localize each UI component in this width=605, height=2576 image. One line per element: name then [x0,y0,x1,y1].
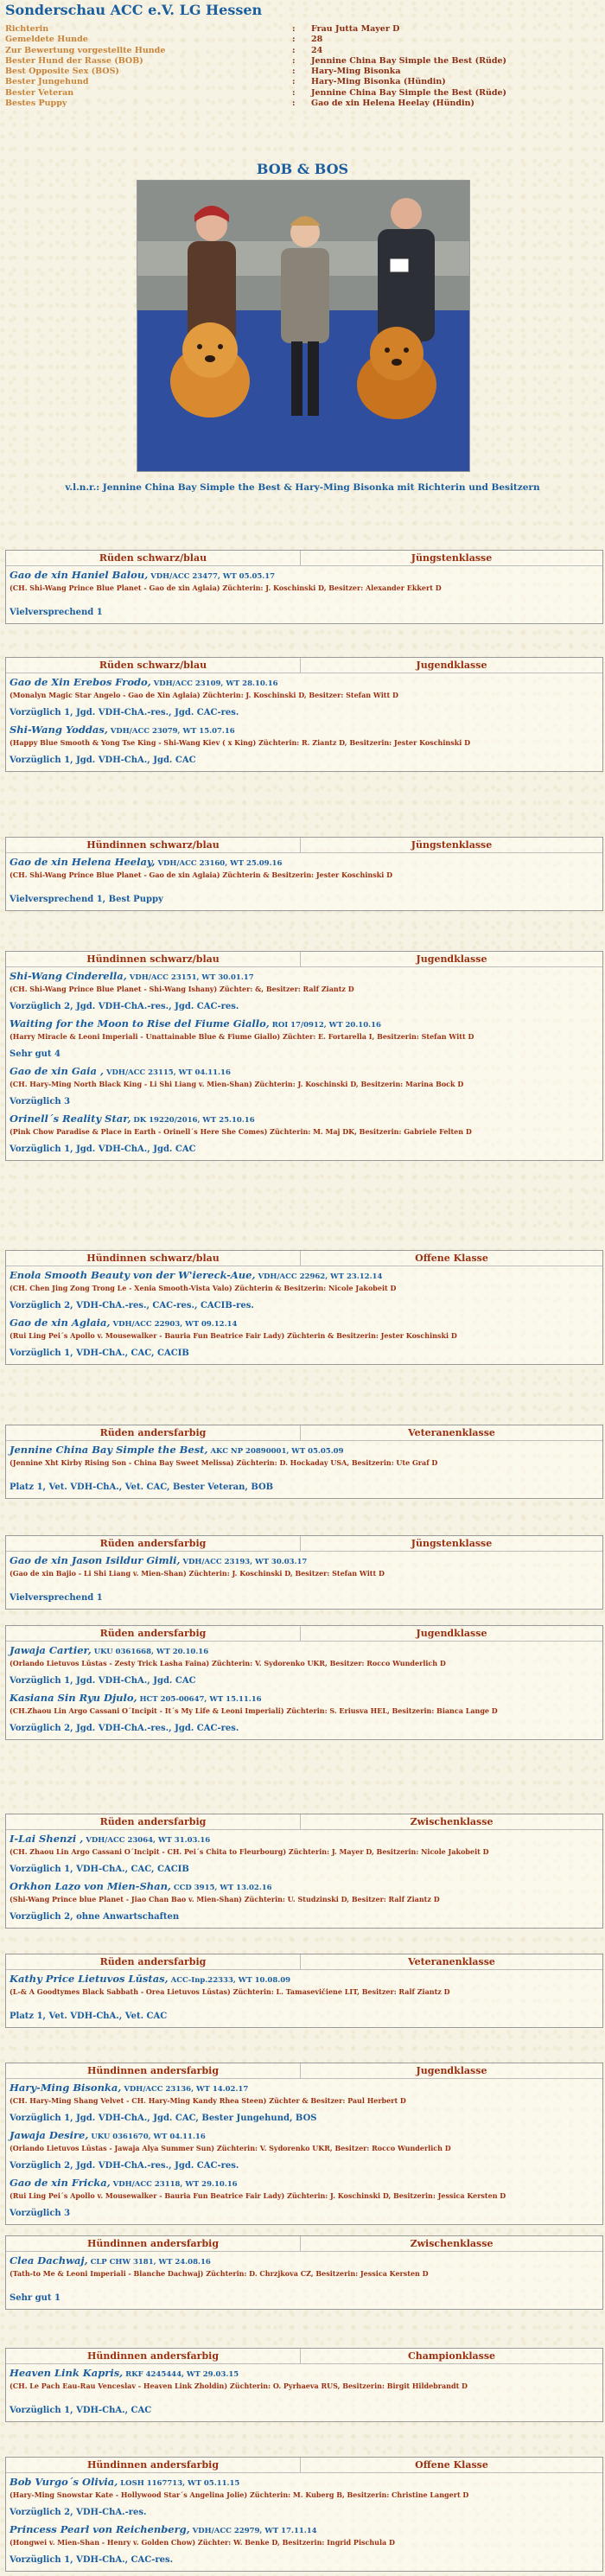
dog-pedigree: (Hongwei v. Mien-Shan - Henry v. Golden Chow) Züchter: W. Benke D, Besitzerin: Ingrid Pischula D [10,2538,395,2547]
dog-name [10,2254,599,2269]
dog-pedigree: (Tath-to Me & Leoni Imperiali - Blanche Dachwaj) Züchterin: D. Chrzjkova CZ, Besitzerin: Jessica Kersten D [10,2269,429,2278]
dog-pedigree: (Harry Miracle & Leoni Imperiali - Unattainable Blue & Fiume Giallo) Züchter: E. Fortarella I, Besitzerin: Stefan Witt D [10,1032,474,1041]
section-category: Hündinnen andersfarbig [6,2063,301,2078]
section-header [6,2349,602,2364]
dog-registration: VDH/ACC 23151, WT 30.01.17 [126,973,254,982]
dog-entry [6,1444,602,1493]
dog-name [10,1973,599,1987]
result-section [5,657,603,772]
section-header [6,551,602,566]
dog-name [10,569,599,583]
result-section [5,837,603,911]
dog-entry [6,2523,602,2566]
dog-pedigree: (CH.Zhaou Lin Argo Cassani O´Incipit - It´s My Life & Leoni Imperiali) Züchterin: S. Eriusva HEL, Besitzerin: Bianca Lange D [10,1706,498,1715]
dog-name-text: Gao de xin Helena Heelay, [10,856,156,868]
summary-row [5,56,558,67]
dog-result: Vorzüglich 3 [10,2209,71,2218]
dog-name-text: Orinell´s Reality Star, [10,1113,131,1125]
dog-name-text: Orkhon Lazo von Mien-Shan, [10,1880,171,1892]
dog-entry [6,2476,602,2518]
dog-name-text: Enola Smooth Beauty von der W'iereck-Aue, [10,1269,256,1281]
dog-result: Vorzüglich 1, VDH-ChA., CAC, CACIB [10,1865,189,1874]
page-title: Sonderschau ACC e.V. LG Hessen [5,2,263,18]
dog-pedigree: (CH. Shi-Wang Prince Blue Planet - Shi-Wang Ishany) Züchter: &, Besitzer: Ralf Ziantz D [10,985,354,993]
photo-person-right-head [391,198,422,229]
photo-chow-left-eye [197,344,202,349]
summary-colon: : [292,45,296,55]
winners-photo [137,180,470,472]
dog-result: Vorzüglich 1, Jgd. VDH-ChA., Jgd. CAC, Bester Jungehund, BOS [10,2114,317,2123]
dog-pedigree: (CH. Chen Jing Zong Trong Le - Xenia Smooth-Vista Valo) Züchterin & Besitzerin: Nicole Jakobeit D [10,1284,397,1292]
dog-registration: VDH/ACC 23079, WT 15.07.16 [107,727,235,736]
result-section [5,1425,603,1499]
dog-registration: CCD 3915, WT 13.02.16 [170,1884,272,1892]
dog-name-text: Jawaja Cartier, [10,1644,92,1656]
summary-row [5,46,558,56]
dog-name-text: Gao de xin Fricka, [10,2177,111,2189]
dog-registration: DK 19220/2016, WT 25.10.16 [131,1116,255,1125]
dog-name-text: Waiting for the Moon to Rise del Fiume Giallo, [10,1017,270,1030]
dog-name-text: Gao de xin Aglaia, [10,1317,111,1329]
dog-entry [6,1554,602,1604]
summary-row [5,77,558,87]
summary-row [5,88,558,99]
dog-entry [6,2082,602,2124]
section-class: Zwischenklasse [410,2238,494,2249]
summary-colon: : [292,55,296,66]
section-category: Rüden andersfarbig [6,1814,301,1829]
photo-chow-right-head [370,327,424,380]
dog-result: Vorzüglich 1, Jgd. VDH-ChA., Jgd. CAC [10,756,196,765]
summary-label: Bester Jungehund [5,77,89,87]
dog-registration: VDH/ACC 23064, WT 31.03.16 [83,1836,211,1845]
dog-pedigree: (CH. Hary-Ming North Black King - Li Shi Liang v. Mien-Shan) Züchterin: J. Koschinski D, Besitzerin: Marina Bock D [10,1080,464,1088]
dog-entry [6,856,602,905]
photo-person-middle [281,248,329,343]
dog-name-text: I-Lai Shenzi , [10,1833,84,1845]
dog-name [10,1444,599,1458]
dog-result: Vorzüglich 2, VDH-ChA.-res., CAC-res., CACIB-res. [10,1301,254,1310]
section-class: Jugendklasse [416,2065,487,2076]
dog-registration: VDH/ACC 23118, WT 29.10.16 [110,2180,238,2189]
dog-pedigree: (Pink Chow Paradise & Place in Earth - Orinell´s Here She Comes) Züchterin: M. Maj DK, Besitzerin: Gabriele Felten D [10,1127,472,1136]
dog-name [10,1833,599,1847]
dog-pedigree: (CH. Hary-Ming Shang Velvet - CH. Hary-Ming Kandy Rhea Steen) Züchter & Besitzer: Paul Herbert D [10,2096,406,2105]
dog-name [10,970,599,985]
section-category: Hündinnen andersfarbig [6,2458,301,2472]
section-class: Jüngstenklasse [411,552,493,564]
summary-value: 24 [311,45,323,55]
section-category: Rüden andersfarbig [6,1425,301,1440]
dog-name-text: Gao de xin Haniel Balou, [10,569,149,581]
dog-entry [6,1692,602,1734]
dog-name [10,1269,599,1284]
dog-registration: VDH/ACC 22962, WT 23.12.14 [255,1272,383,1281]
dog-pedigree: (Shi-Wang Prince blue Planet - Jiao Chan Bao v. Mien-Shan) Züchterin: U. Studzinski D, Besitzer: Ralf Ziantz D [10,1895,440,1903]
dog-name-text: Kasiana Sin Ryu Djulo, [10,1692,137,1704]
result-section [5,2348,603,2422]
dog-pedigree: (Orlando Lietuvos Lūstas - Zesty Trick Lasha Faina) Züchterin: V. Sydorenko UKR, Besitzer: Rocco Wunderlich D [10,1659,446,1667]
dog-result: Vielversprechend 1, Best Puppy [10,895,163,904]
dog-name [10,1065,599,1080]
dog-name [10,2367,599,2382]
summary-label: Bestes Puppy [5,99,67,109]
dog-entry [6,1973,602,2022]
section-header [6,1536,602,1552]
summary-label: Richterin [5,24,49,34]
dog-name [10,1113,599,1127]
dog-name-text: Shi-Wang Cinderella, [10,970,127,982]
section-class: Jugendklasse [416,1628,487,1639]
dog-name [10,1692,599,1706]
dog-name-text: Princess Pearl von Reichenberg, [10,2523,190,2535]
summary-label: Zur Bewertung vorgestellte Hunde [5,45,166,55]
dog-name [10,724,599,738]
section-category: Hündinnen andersfarbig [6,2349,301,2363]
photo-caption: v.l.n.r.: Jennine China Bay Simple the Best & Hary-Ming Bisonka mit Richterin und Besitzern [65,482,540,493]
dog-name-text: Hary-Ming Bisonka, [10,2082,122,2094]
photo-number-card [390,258,409,272]
dog-result: Vorzüglich 1, VDH-ChA., CAC, CACIB [10,1349,189,1358]
dog-entry [6,1644,602,1687]
section-class: Jüngstenklasse [411,839,493,851]
section-category: Hündinnen schwarz/blau [6,952,301,966]
section-header [6,838,602,853]
result-section [5,2063,603,2225]
dog-result: Vorzüglich 3 [10,1097,71,1106]
dog-result: Vorzüglich 2, VDH-ChA.-res. [10,2508,147,2517]
dog-pedigree: (Rui Ling Pei´s Apollo v. Mousewalker - Bauria Fun Beatrice Fair Lady) Züchterin & Besitzerin: Jester Koschinski D [10,1331,457,1340]
summary-row [5,99,558,109]
dog-entry [6,676,602,718]
dog-result: Vorzüglich 2, Jgd. VDH-ChA.-res., Jgd. CAC-res. [10,2161,239,2171]
summary-colon: : [292,99,296,109]
dog-entry [6,2177,602,2219]
dog-registration: LOSH 1167713, WT 05.11.15 [118,2479,240,2488]
section-class: Offene Klasse [415,1253,488,1264]
dog-name [10,2082,599,2096]
photo-person-middle-leg [308,341,319,416]
dog-pedigree: (Hary-Ming Snowstar Kate - Hollywood Star´s Angelina Jolie) Züchterin: M. Kuberg B, Besitzerin: Christine Langert D [10,2490,469,2499]
dog-pedigree: (Gao de xin Bajio - Li Shi Liang v. Mien-Shan) Züchterin: J. Koschinski D, Besitzer: Stefan Witt D [10,1569,385,1578]
section-header [6,2063,602,2079]
dog-name [10,1554,599,1569]
section-category: Rüden schwarz/blau [6,658,301,673]
dog-entry [6,970,602,1012]
dog-result: Vorzüglich 1, Jgd. VDH-ChA.-res., Jgd. CAC-res. [10,708,239,717]
dog-name [10,676,599,691]
dog-name-text: Jawaja Desire, [10,2129,89,2141]
section-header [6,1251,602,1266]
dog-result: Sehr gut 4 [10,1049,60,1059]
dog-entry [6,1833,602,1875]
dog-registration: VDH/ACC 23115, WT 04.11.16 [104,1068,231,1077]
summary-row [5,24,558,35]
dog-name [10,1317,599,1331]
dog-name-text: Gao de xin Gaia , [10,1065,104,1077]
bob-bos-heading: BOB & BOS [256,161,349,177]
dog-registration: ROI 17/0912, WT 20.10.16 [269,1021,381,1030]
dog-registration: CLP CHW 3181, WT 24.08.16 [87,2258,211,2267]
dog-entry [6,1880,602,1922]
dog-registration: ACC-Inp.22333, WT 10.08.09 [168,1976,291,1985]
dog-entry [6,1269,602,1311]
dog-name [10,2177,599,2191]
section-category: Rüden schwarz/blau [6,551,301,565]
dog-result: Vorzüglich 1, Jgd. VDH-ChA., Jgd. CAC [10,1676,196,1686]
dog-result: Platz 1, Vet. VDH-ChA., Vet. CAC [10,2012,168,2021]
dog-pedigree: (Happy Blue Smooth & Yong Tse King - Shi-Wang Kiev ( x King) Züchterin: R. Ziantz D, Besitzerin: Jester Koschinski D [10,738,471,747]
dog-name [10,2523,599,2538]
dog-name-text: Gao de Xin Erebos Frodo, [10,676,151,688]
summary-value: Jennine China Bay Simple the Best (Rüde) [311,55,507,66]
section-header [6,1626,602,1642]
result-section [5,2457,603,2572]
dog-pedigree: (CH. Shi-Wang Prince Blue Planet - Gao de xin Aglaia) Züchterin & Besitzerin: Jester Koschinski D [10,870,393,879]
result-section [5,1625,603,1740]
dog-name [10,856,599,870]
dog-name [10,2129,599,2144]
dog-result: Vorzüglich 2, Jgd. VDH-ChA.-res., Jgd. CAC-res. [10,1002,239,1011]
dog-registration: VDH/ACC 22903, WT 09.12.14 [110,1320,238,1329]
summary-colon: : [292,87,296,98]
dog-registration: VDH/ACC 23193, WT 30.03.17 [180,1558,308,1566]
dog-registration: VDH/ACC 23136, WT 14.02.17 [121,2085,249,2094]
result-section [5,2235,603,2310]
dog-entry [6,1113,602,1155]
result-section [5,951,603,1161]
section-header [6,1814,602,1830]
dog-name-text: Kathy Price Lietuvos Lūstas, [10,1973,169,1985]
result-section [5,550,603,624]
dog-registration: VDH/ACC 23160, WT 25.09.16 [155,859,283,868]
dog-pedigree: (Jennine Xht Kirby Rising Son - China Bay Sweet Melissa) Züchterin: D. Hockaday USA, Besitzerin: Ute Graf D [10,1458,438,1467]
summary-colon: : [292,77,296,87]
dog-result: Sehr gut 1 [10,2293,60,2303]
dog-result: Vielversprechend 1 [10,608,103,617]
winners-photo-drawing [137,181,469,471]
dog-name-text: Gao de xin Jason Isildur Gimli, [10,1554,181,1566]
section-class: Zwischenklasse [410,1816,494,1827]
section-header [6,1954,602,1970]
dog-name-text: Bob Vurgo´s Olivia, [10,2476,118,2488]
summary-label: Gemeldete Hunde [5,35,88,45]
dog-result: Vorzüglich 1, Jgd. VDH-ChA., Jgd. CAC [10,1145,196,1154]
dog-entry [6,1317,602,1359]
summary-value: Jennine China Bay Simple the Best (Rüde) [311,87,507,98]
summary-colon: : [292,67,296,77]
photo-person-middle-leg [291,341,302,416]
dog-registration: VDH/ACC 23477, WT 05.05.17 [148,572,276,581]
dog-name [10,1880,599,1895]
dog-registration: HCT 205-00647, WT 15.11.16 [137,1695,262,1704]
dog-registration: AKC NP 20890001, WT 05.05.09 [207,1447,344,1456]
dog-result: Vorzüglich 1, VDH-ChA., CAC [10,2406,152,2415]
dog-result: Vielversprechend 1 [10,1593,103,1603]
section-category: Rüden andersfarbig [6,1536,301,1551]
dog-entry [6,1017,602,1060]
section-category: Rüden andersfarbig [6,1626,301,1641]
dog-name [10,1017,599,1032]
section-class: Jugendklasse [416,953,487,965]
photo-chow-right-eye [385,348,390,353]
section-class: Jüngstenklasse [411,1538,493,1549]
summary-label: Best Opposite Sex (BOS) [5,67,119,77]
dog-result: Vorzüglich 2, ohne Anwartschaften [10,1912,180,1922]
summary-colon: : [292,35,296,45]
dog-pedigree: (CH. Shi-Wang Prince Blue Planet - Gao de xin Aglaia) Züchterin: J. Koschinski D, Besitzer: Alexander Ekkert D [10,583,442,592]
dog-pedigree: (L-& A Goodtymes Black Sabbath - Orea Lietuvos Lūstas) Züchterin: L. Tamasevičiene LIT, Besitzer: Ralf Ziantz D [10,1987,450,1996]
section-category: Hündinnen schwarz/blau [6,838,301,852]
photo-chow-left-nose [205,355,215,362]
photo-chow-left-head [182,322,238,378]
dog-registration: UKU 0361670, WT 04.11.16 [88,2133,206,2141]
dog-pedigree: (Monalyn Magic Star Angelo - Gao de Xin Aglaia) Züchterin: J. Koschinski D, Besitzer: Stefan Witt D [10,691,398,699]
dog-entry [6,2129,602,2171]
photo-chow-right-nose [392,359,402,366]
summary-value: Frau Jutta Mayer D [311,24,400,34]
summary-row [5,67,558,77]
section-class: Veteranenklasse [408,1956,495,1967]
dog-pedigree: (Rui Ling Pei´s Apollo v. Mousewalker - Bauria Fun Beatrice Fair Lady) Züchterin: J. Koschinski D, Besitzerin: Jessica Kersten D [10,2191,506,2200]
section-header [6,1425,602,1441]
result-section [5,1814,603,1929]
section-category: Hündinnen schwarz/blau [6,1251,301,1266]
photo-person-right [378,229,435,341]
summary-row [5,35,558,45]
dog-pedigree: (Orlando Lietuvos Lūstas - Jawaja Alya Summer Sun) Züchterin: V. Sydorenko UKR, Besitzer: Rocco Wunderlich D [10,2144,451,2152]
result-section [5,1535,603,1610]
dog-registration: VDH/ACC 22979, WT 17.11.14 [189,2527,317,2535]
photo-chow-right-eye [404,348,409,353]
dog-name-text: Jennine China Bay Simple the Best, [10,1444,208,1456]
dog-entry [6,1065,602,1107]
summary-value: Hary-Ming Bisonka (Hündin) [311,77,446,87]
section-class: Offene Klasse [415,2459,488,2471]
dog-registration: VDH/ACC 23109, WT 28.10.16 [150,679,278,688]
dog-pedigree: (CH. Zhaou Lin Argo Cassani O´Incipit - CH. Pei´s Chita to Fleurbourg) Züchterin: J. Mayer D, Besitzerin: Nicole Jakobeit D [10,1847,489,1856]
dog-entry [6,724,602,766]
summary-label: Bester Veteran [5,87,74,98]
photo-chow-left-eye [218,344,223,349]
dog-registration: UKU 0361668, WT 20.10.16 [91,1648,209,1656]
result-section [5,1954,603,2028]
section-category: Rüden andersfarbig [6,1954,301,1969]
summary-value: Hary-Ming Bisonka [311,67,401,77]
section-class: Jugendklasse [416,660,487,671]
summary-value: 28 [311,35,323,45]
dog-name-text: Clea Dachwaj, [10,2254,88,2267]
section-header [6,2236,602,2252]
dog-pedigree: (CH. Le Pach Eau-Rau Venceslav - Heaven Link Zholdin) Züchterin: O. Pyrhaeva RUS, Besitzerin: Birgit Hildebrandt D [10,2382,468,2390]
section-header [6,952,602,967]
dog-result: Platz 1, Vet. VDH-ChA., Vet. CAC, Bester Veteran, BOB [10,1482,274,1492]
section-header [6,2458,602,2473]
section-category: Hündinnen andersfarbig [6,2236,301,2251]
dog-name-text: Heaven Link Kapris, [10,2367,124,2379]
section-class: Veteranenklasse [408,1427,495,1438]
dog-result: Vorzüglich 2, Jgd. VDH-ChA.-res., Jgd. CAC-res. [10,1724,239,1733]
dog-result: Vorzüglich 1, VDH-ChA., CAC-res. [10,2555,174,2565]
summary-colon: : [292,24,296,34]
dog-entry [6,569,602,618]
dog-registration: RKF 4245444, WT 29.03.15 [123,2370,239,2379]
dog-name [10,1644,599,1659]
summary-label: Bester Hund der Rasse (BOB) [5,55,143,66]
dog-name-text: Shi-Wang Yoddas, [10,724,108,736]
result-section [5,1250,603,1365]
summary-table [5,24,558,109]
summary-value: Gao de xin Helena Heelay (Hündin) [311,99,475,109]
dog-entry [6,2367,602,2416]
dog-entry [6,2254,602,2304]
section-header [6,658,602,673]
dog-name [10,2476,599,2490]
section-class: Championklasse [407,2350,496,2362]
